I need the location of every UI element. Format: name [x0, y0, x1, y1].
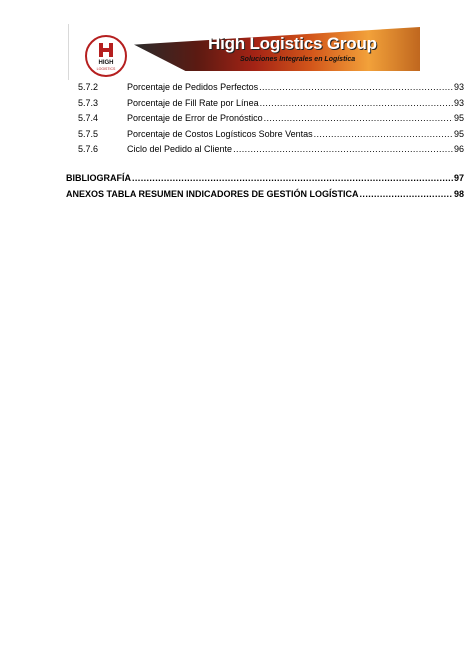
toc-entry-page: 97	[453, 173, 464, 183]
logo-subtext: LOGISTICS	[96, 67, 116, 71]
toc-entry-number: 5.7.2	[78, 82, 99, 92]
toc-entry-page: 95	[453, 128, 464, 139]
toc-entry-title: Porcentaje de Fill Rate por Línea	[127, 97, 259, 108]
toc-entry[interactable]	[66, 113, 464, 129]
toc-entry-number: 5.7.4	[78, 113, 99, 123]
toc-entry[interactable]	[66, 98, 464, 114]
header-title: High Logistics Group	[208, 34, 377, 53]
toc-entry-title: Porcentaje de Pedidos Perfectos	[127, 82, 259, 92]
toc-entry-page: 96	[453, 144, 464, 154]
dot-leader	[132, 173, 453, 183]
dot-leader	[259, 82, 453, 92]
toc-entry-number: 5.7.3	[78, 97, 99, 108]
company-logo	[68, 24, 135, 80]
table-of-contents-subsections	[66, 82, 464, 160]
logo-h-icon	[98, 42, 114, 58]
toc-entry[interactable]	[66, 129, 464, 145]
toc-entry-page: 93	[453, 97, 464, 108]
logo-emblem	[85, 35, 127, 77]
toc-entry-title: Ciclo del Pedido al Cliente	[127, 144, 233, 154]
logo-text: HIGH	[98, 60, 114, 66]
header-subtitle: Soluciones Integrales en Logística	[240, 56, 356, 63]
toc-entry[interactable]	[66, 82, 464, 98]
page-header	[68, 24, 420, 80]
toc-entry-page: 93	[453, 82, 464, 92]
dot-leader	[260, 98, 453, 108]
dot-leader	[360, 189, 453, 199]
toc-entry-page: 98	[453, 188, 464, 199]
dot-leader	[314, 129, 453, 139]
toc-entry-title: Porcentaje de Error de Pronóstico	[127, 113, 263, 123]
toc-entry-page: 95	[453, 113, 464, 123]
toc-entry-title: ANEXOS TABLA RESUMEN INDICADORES DE GESTIÓN LOGÍSTICA	[66, 188, 359, 199]
toc-entry[interactable]	[66, 144, 464, 160]
toc-entry[interactable]	[66, 189, 464, 205]
toc-entry-title: BIBLIOGRAFÍA	[66, 173, 131, 183]
toc-entry-number: 5.7.5	[78, 128, 99, 139]
table-of-contents-main	[66, 173, 464, 204]
toc-entry-number: 5.7.6	[78, 144, 99, 154]
dot-leader	[264, 113, 453, 123]
toc-entry-title: Porcentaje de Costos Logísticos Sobre Ventas	[127, 128, 313, 139]
toc-entry[interactable]	[66, 173, 464, 189]
dot-leader	[233, 144, 453, 154]
